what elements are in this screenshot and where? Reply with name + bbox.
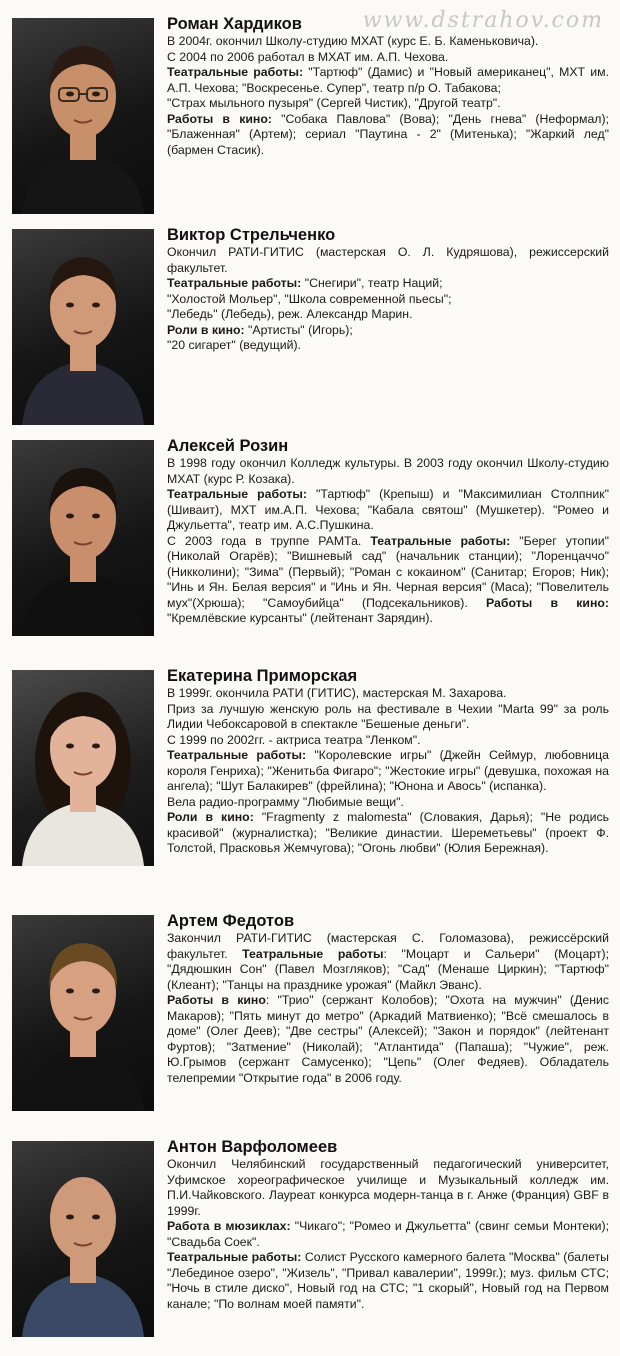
bio-label: Театральные работы: xyxy=(167,1250,305,1264)
actress-portrait-photo xyxy=(12,670,154,866)
actor-portrait-photo xyxy=(12,915,154,1111)
bio-label: Театральные работы: xyxy=(370,533,520,548)
bio-paragraph xyxy=(167,307,609,323)
bio-paragraph xyxy=(167,702,609,733)
bio-text: С 2003 года в труппе РАМТа. xyxy=(167,533,371,548)
portrait-silhouette xyxy=(12,229,154,425)
bio-paragraph xyxy=(167,276,609,292)
bio-label: Работы в кино xyxy=(167,993,266,1007)
bio-label: Работы в кино: xyxy=(167,111,282,126)
bio-text: "Собака Павлова" (Вова); "День гнева" (Неформал); "Блаженная" (Артем); сериал "Паутина - 2" (Митенька); "Жаркий лед" (бармен Стасик). xyxy=(167,111,609,157)
bio-text: "20 сигарет" (ведущий). xyxy=(167,338,301,352)
bio-paragraph xyxy=(167,34,609,50)
bio-label: Театральные работы: xyxy=(167,748,315,762)
actor-bio xyxy=(167,34,609,158)
portrait-silhouette xyxy=(12,18,154,214)
actor-bio xyxy=(167,931,609,1086)
watermark: www.dstrahov.com xyxy=(362,8,604,33)
bio-paragraph xyxy=(167,338,609,354)
bio-text: "Кремлёвские курсанты" (лейтенант Зарядин). xyxy=(167,611,433,625)
actor-portrait-photo xyxy=(12,229,154,425)
bio-paragraph xyxy=(167,50,609,66)
bio-label: Роли в кино: xyxy=(167,322,249,337)
actor-portrait-photo xyxy=(12,18,154,214)
bio-text: "Лебедь" (Лебедь), реж. Александр Марин. xyxy=(167,307,413,321)
actor-bio xyxy=(167,686,609,857)
bio-text: "Страх мыльного пузыря" (Сергей Чистик), "Другой театр". xyxy=(167,96,501,110)
bio-label: Работа в мюзиклах: xyxy=(167,1219,295,1233)
bio-text: "Снегири", театр Наций; xyxy=(304,276,443,290)
actor-bio xyxy=(167,1157,609,1312)
bio-paragraph xyxy=(167,323,609,339)
bio-paragraph xyxy=(167,733,609,749)
actor-name: Виктор Стрельченко xyxy=(167,226,336,244)
bio-paragraph xyxy=(167,65,609,96)
bio-label: Роли в кино: xyxy=(167,810,262,824)
actor-name: Роман Хардиков xyxy=(167,15,302,33)
bio-paragraph xyxy=(167,931,609,993)
portrait-silhouette xyxy=(12,440,154,636)
bio-text: "Тартюф" (Крепыш) и "Максимилиан Столпник" (Шиваит), МХТ им.А.П. Чехова; "Кабала святош" (Мушкетер). "Ромео и Джульетта", театр им. А.С.Пушкина. xyxy=(167,487,609,532)
bio-label: Театральные работы xyxy=(242,946,384,961)
actor-name: Антон Варфоломеев xyxy=(167,1138,338,1156)
bio-paragraph xyxy=(167,487,609,534)
bio-text: : "Моцарт и Сальери" (Моцарт); "Дядюшкин Сон" (Павел Мозгляков); "Сад" (Менаше Циркин); "Тартюф" (Клеант); "Танцы на празднике урожая" (Майкл Эванс). xyxy=(167,946,609,992)
bio-text: "Берег утопии" (Николай Огарёв); "Вишневый сад" (начальник станции); "Лоренцаччо" (Никколини); "Зима" (Первый); "Роман с кокаином" (Санитар; Егоров; Ник); "Инь и Ян. Белая версия" и "Инь и Ян. Черная версия" (Маса); "Повелитель мух"(Хрюша); "Самоубийца" (Подсекальников). xyxy=(167,533,609,610)
bio-paragraph xyxy=(167,1157,609,1219)
actor-name: Екатерина Приморская xyxy=(167,667,358,685)
actor-portrait-photo xyxy=(12,440,154,636)
bio-text: С 1999 по 2002гг. - актриса театра "Ленком". xyxy=(167,732,421,747)
bio-text: "Королевские игры" (Джейн Сеймур, любовница короля Генриха); "Женитьба Фигаро"; "Жестокие игры" (девушка, похожая на ангела); "Шут Балакирев" (фрейлина); "Юнона и Авось" (испанка). xyxy=(167,748,609,793)
bio-paragraph xyxy=(167,112,609,159)
bio-paragraph xyxy=(167,534,609,627)
bio-text: Вела радио-программу "Любимые вещи". xyxy=(167,794,404,809)
bio-paragraph xyxy=(167,96,609,112)
bio-paragraph xyxy=(167,456,609,487)
bio-text: Приз за лучшую женскую роль на фестивале в Чехии "Marta 99" за роль Лидии Чебоксаровой в спектакле "Бешеные деньги". xyxy=(167,701,609,731)
bio-text: Окончил Челябинский государственный педагогический университет, Уфимское хореографическое училище и Музыкальный колледж им. П.И.Чайковского. Лауреат конкурса модерн-танца в г. Анже (Франция) GBF в 1999г. xyxy=(167,1157,609,1218)
bio-paragraph xyxy=(167,993,609,1086)
bio-text: В 1999г. окончила РАТИ (ГИТИС), мастерская М. Захарова. xyxy=(167,686,507,700)
portrait-silhouette xyxy=(12,670,154,866)
bio-text: В 2004г. окончил Школу-студию МХАТ (курс Е. Б. Каменьковича). xyxy=(167,34,539,48)
bio-text: "Тартюф" (Дамис) и "Новый американец", МХТ им. А.П. Чехова; "Воскресенье. Супер", театр п/р О. Табакова; xyxy=(167,65,609,95)
bio-label: Работы в кино: xyxy=(486,595,609,610)
bio-text: Окончил РАТИ-ГИТИС (мастерская О. Л. Кудряшова), режиссерский факультет. xyxy=(167,245,609,275)
bio-paragraph xyxy=(167,292,609,308)
bio-text: Солист Русского камерного балета "Москва" (балеты "Лебединое озеро", "Жизель", "Привал кавалерии", 1999г.); муз. фильм СТС; "Ночь в стиле диско", Новый год на СТС; "1 скорый", Новый год на Первом канале; "По волнам моей памяти". xyxy=(167,1250,609,1311)
bio-text: "Холостой Мольер", "Школа современной пьесы"; xyxy=(167,291,452,306)
portrait-silhouette xyxy=(12,1141,154,1337)
actor-bio xyxy=(167,456,609,627)
bio-text: : "Трио" (сержант Колобов); "Охота на мужчин" (Денис Макаров); "Пять минут до метро" (Аркадий Матвиенко); "Всё смешалось в доме" (Олег Деев); "Две сестры" (Алексей); "Закон и порядок" (лейтенант Фуртов); "Затмение" (Николай); "Атлантида" (Папаша); "Чужие", реж. Ю.Грымов (сержант Самусенко); "Цепь" (Олег Федяев). Обладатель телепремии "Открытие года" в 2006 году. xyxy=(167,993,610,1085)
bio-text: С 2004 по 2006 работал в МХАТ им. А.П. Чехова. xyxy=(167,49,449,64)
bio-label: Театральные работы: xyxy=(167,487,317,501)
bio-paragraph xyxy=(167,1219,609,1250)
bio-text: Закончил РАТИ-ГИТИС (мастерская С. Голомазова), режиссёрский факультет. xyxy=(167,931,609,961)
actor-portrait-photo xyxy=(12,1141,154,1337)
bio-paragraph xyxy=(167,1250,609,1312)
bio-paragraph xyxy=(167,686,609,702)
actor-bio xyxy=(167,245,609,354)
actor-name: Артем Федотов xyxy=(167,912,295,930)
bio-text: "Чикаго"; "Ромео и Джульетта" (свинг семьи Монтеки); "Свадьба Соек". xyxy=(167,1219,609,1249)
bio-label: Театральные работы: xyxy=(167,65,309,79)
bio-text: "Артисты" (Игорь); xyxy=(248,322,353,337)
bio-paragraph xyxy=(167,810,609,857)
actor-name: Алексей Розин xyxy=(167,437,289,455)
bio-paragraph xyxy=(167,245,609,276)
bio-paragraph xyxy=(167,748,609,795)
portrait-silhouette xyxy=(12,915,154,1111)
bio-label: Театральные работы: xyxy=(167,276,305,290)
bio-text: "Fragmenty z malomesta" (Словакия, Дарья); "Не родись красивой" (журналистка); "Великие династии. Шереметьевы" (проект Ф. Толстой, Прасковья Жемчугова); "Огонь любви" (Юлия Бережная). xyxy=(167,810,610,855)
bio-paragraph xyxy=(167,795,609,811)
bio-text: В 1998 году окончил Колледж культуры. В 2003 году окончил Школу-студию МХАТ (курс Р. Козака). xyxy=(167,456,609,486)
